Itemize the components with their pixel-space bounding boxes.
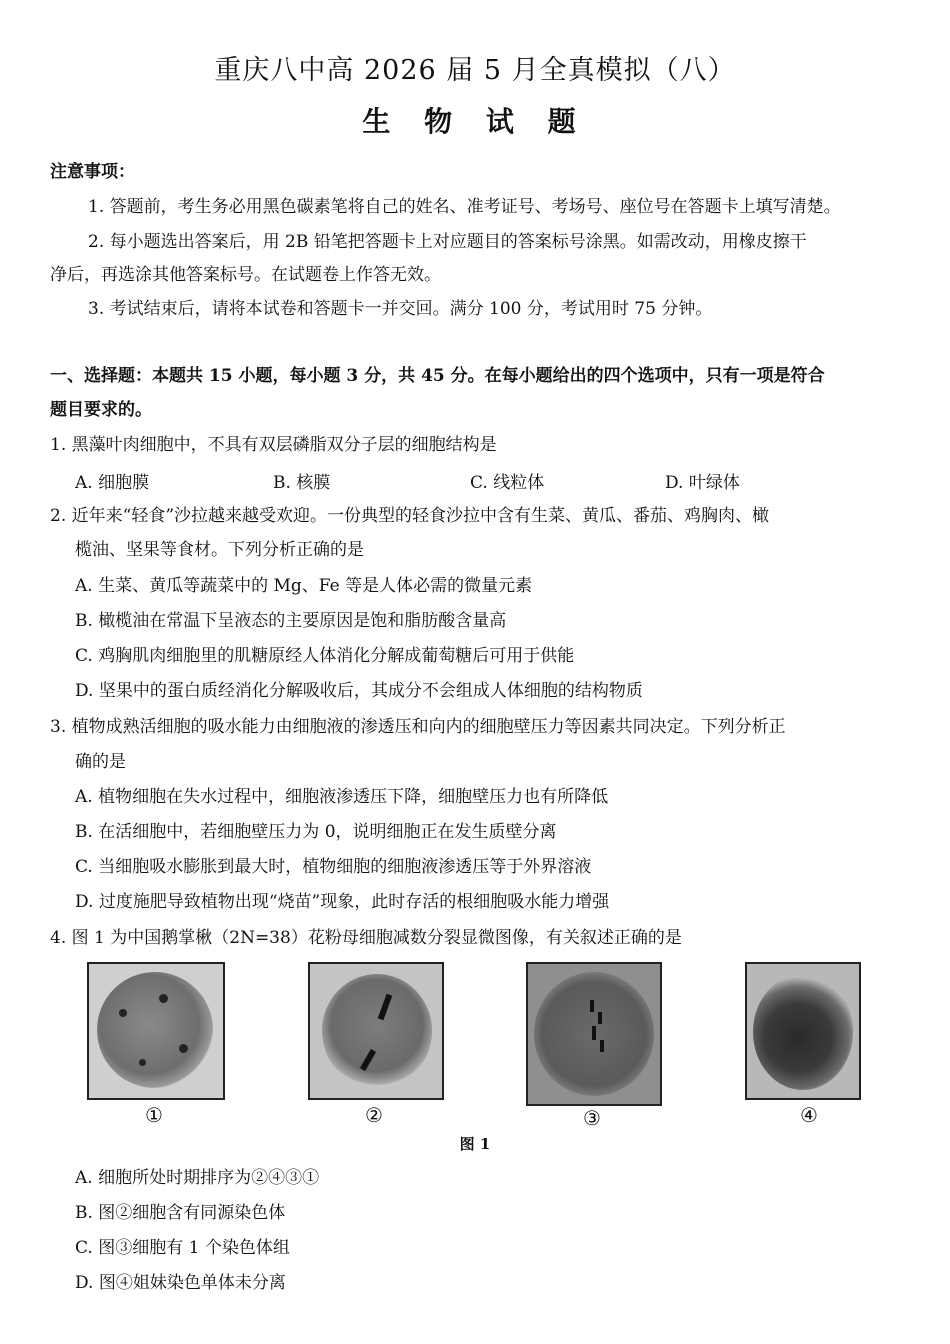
q1-option-a: A. 细胞膜: [75, 473, 150, 493]
micrograph-4: [745, 962, 861, 1100]
notice-item-2: 2. 每小题选出答案后，用 2B 铅笔把答题卡上对应题目的答案标号涂黑。如需改动，用橡皮擦干: [88, 232, 807, 252]
q4-option-a: A. 细胞所处时期排序为②④③①: [75, 1168, 320, 1188]
q1-option-b: B. 核膜: [273, 473, 331, 493]
figure-label-3: ③: [583, 1106, 601, 1130]
figure-label-4: ④: [800, 1103, 818, 1127]
question-1-stem: 1. 黑藻叶肉细胞中，不具有双层磷脂双分子层的细胞结构是: [50, 435, 497, 455]
figure-caption: 图 1: [459, 1135, 491, 1153]
q2-option-b: B. 橄榄油在常温下呈液态的主要原因是饱和脂肪酸含量高: [75, 611, 507, 631]
q3-option-b: B. 在活细胞中，若细胞壁压力为 0，说明细胞正在发生质壁分离: [75, 822, 557, 842]
question-4-stem: 4. 图 1 为中国鹅掌楸（2N=38）花粉母细胞减数分裂显微图像，有关叙述正确的是: [50, 928, 682, 948]
section-heading: 一、选择题：本题共 15 小题，每小题 3 分，共 45 分。在每小题给出的四个选项中，只有一项是符合: [50, 366, 825, 386]
q2-option-c: C. 鸡胸肌肉细胞里的肌糖原经人体消化分解成葡萄糖后可用于供能: [75, 646, 575, 666]
subject-title: 生 物 试 题: [362, 105, 588, 138]
question-3-stem: 3. 植物成熟活细胞的吸水能力由细胞液的渗透压和向内的细胞壁压力等因素共同决定。下列分析正: [50, 717, 786, 737]
micrograph-3: [526, 962, 662, 1106]
section-heading-cont: 题目要求的。: [50, 400, 152, 420]
q3-option-a: A. 植物细胞在失水过程中，细胞液渗透压下降，细胞壁压力也有所降低: [75, 787, 609, 807]
q3-option-c: C. 当细胞吸水膨胀到最大时，植物细胞的细胞液渗透压等于外界溶液: [75, 857, 592, 877]
question-1-options: [75, 468, 875, 492]
q2-option-d: D. 坚果中的蛋白质经消化分解吸收后，其成分不会组成人体细胞的结构物质: [75, 681, 643, 701]
exam-title: 重庆八中高 2026 届 5 月全真模拟（八）: [214, 55, 736, 86]
q4-option-b: B. 图②细胞含有同源染色体: [75, 1203, 286, 1223]
q4-option-c: C. 图③细胞有 1 个染色体组: [75, 1238, 290, 1258]
figure-label-1: ①: [145, 1103, 163, 1127]
question-2-stem-cont: 榄油、坚果等食材。下列分析正确的是: [75, 540, 364, 560]
notice-item-2-cont: 净后，再选涂其他答案标号。在试题卷上作答无效。: [50, 265, 441, 285]
figure-label-2: ②: [365, 1103, 383, 1127]
q2-option-a: A. 生菜、黄瓜等蔬菜中的 Mg、Fe 等是人体必需的微量元素: [75, 576, 533, 596]
q1-option-d: D. 叶绿体: [665, 473, 740, 493]
micrograph-1: [87, 962, 225, 1100]
notice-heading: 注意事项：: [50, 162, 135, 182]
notice-item-1: 1. 答题前，考生务必用黑色碳素笔将自己的姓名、准考证号、考场号、座位号在答题卡上填写清楚。: [88, 197, 841, 217]
question-3-stem-cont: 确的是: [75, 752, 126, 772]
q1-option-c: C. 线粒体: [470, 473, 545, 493]
question-2-stem: 2. 近年来“轻食”沙拉越来越受欢迎。一份典型的轻食沙拉中含有生菜、黄瓜、番茄、鸡胸肉、橄: [50, 506, 770, 526]
q4-option-d: D. 图④姐妹染色单体未分离: [75, 1273, 286, 1293]
micrograph-2: [308, 962, 444, 1100]
notice-item-3: 3. 考试结束后，请将本试卷和答题卡一并交回。满分 100 分，考试用时 75 分钟。: [88, 299, 713, 319]
q3-option-d: D. 过度施肥导致植物出现“烧苗”现象，此时存活的根细胞吸水能力增强: [75, 892, 610, 912]
